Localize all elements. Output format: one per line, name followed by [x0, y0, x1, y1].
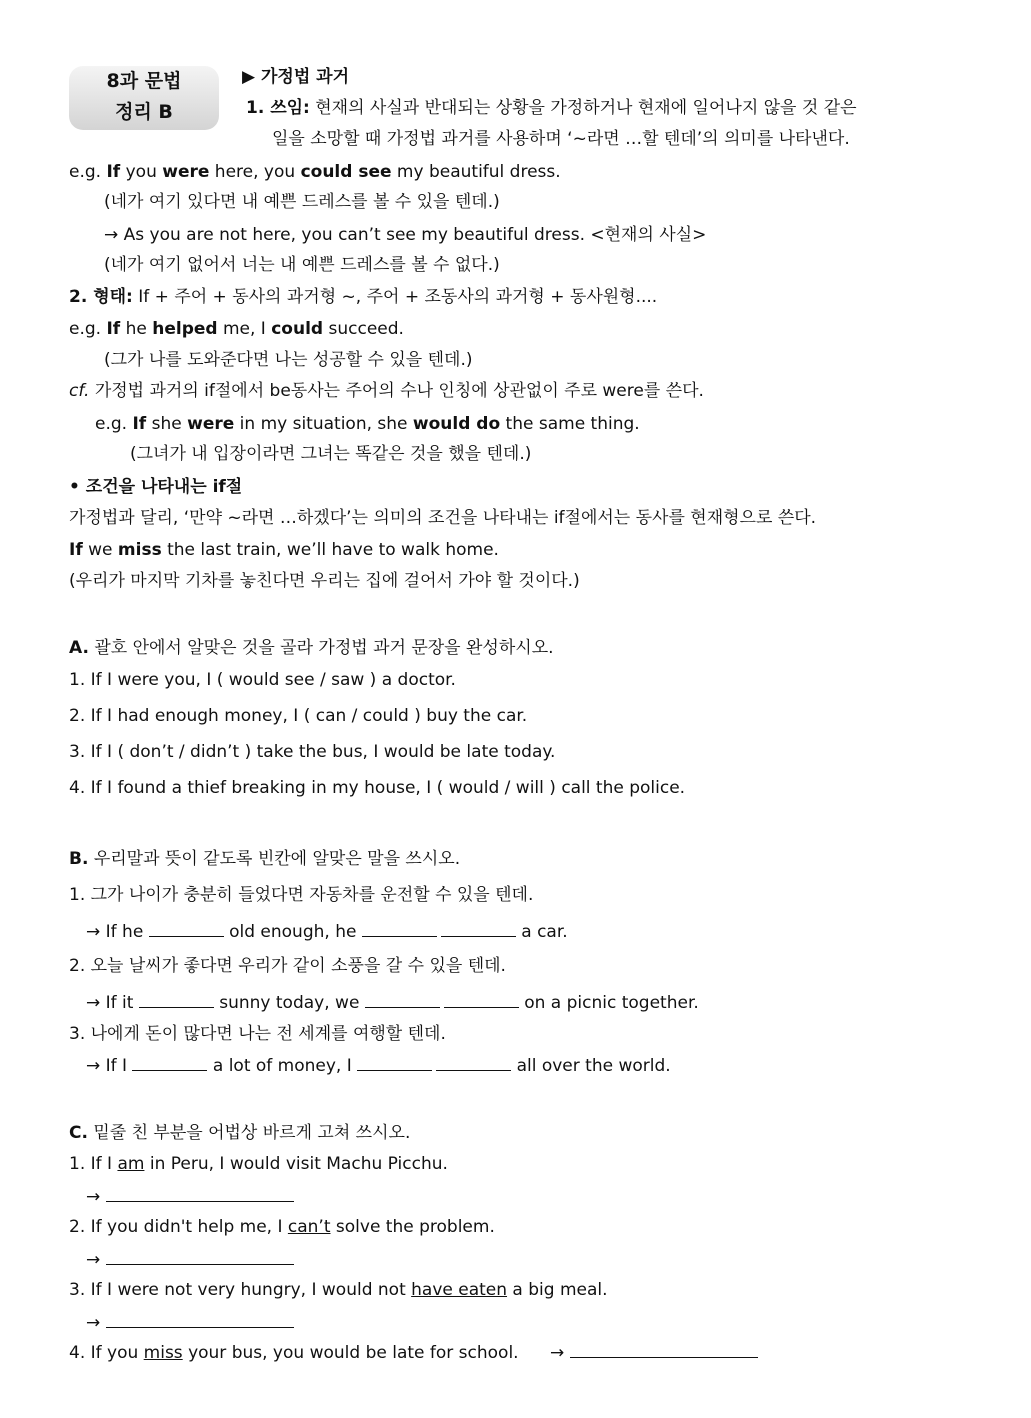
section-b-label: B.: [69, 849, 89, 869]
answer-blank[interactable]: [357, 1055, 432, 1071]
text: your bus, you would be late for school.: [182, 1343, 519, 1363]
text: 2. If you didn't help me, I: [69, 1217, 288, 1237]
section-b-q2-korean: 2. 오늘 날씨가 좋다면 우리가 같이 소풍을 갈 수 있을 텐데.: [69, 956, 506, 976]
example-1-fact: → As you are not here, you can’t see my beautiful dress. <현재의 사실>: [104, 225, 707, 245]
text: old enough, he: [223, 922, 362, 942]
text: me, I: [217, 319, 272, 339]
section-c-q4-answer: [550, 1342, 758, 1364]
text: a car.: [515, 922, 568, 942]
keyword: If: [106, 319, 121, 339]
section-a-item-3[interactable]: 3. If I ( don’t / didn’t ) take the bus, I would be late today.: [69, 742, 556, 762]
keyword: could: [271, 319, 324, 339]
example-4-translation: (우리가 마지막 기차를 놓친다면 우리는 집에 걸어서 가야 할 것이다.): [69, 571, 580, 591]
section-b-q3-sentence: [86, 1055, 671, 1077]
section-b-q3-korean: 3. 나에게 돈이 많다면 나는 전 세계를 여행할 텐데.: [69, 1024, 446, 1044]
section-a-heading: [69, 637, 554, 659]
lesson-title-box: [69, 66, 219, 130]
example-4: [69, 539, 499, 561]
text: → If I: [86, 1056, 133, 1076]
eg-label: e.g.: [95, 414, 133, 434]
section-c-q4: [69, 1342, 519, 1364]
underlined-word: miss: [143, 1343, 183, 1363]
conditional-heading: • 조건을 나타내는 if절: [69, 477, 243, 497]
text: 1. If I: [69, 1154, 118, 1174]
answer-blank[interactable]: [570, 1342, 758, 1358]
text: → If it: [86, 993, 139, 1013]
text: the same thing.: [500, 414, 640, 434]
answer-blank[interactable]: [139, 992, 214, 1008]
text: on a picnic together.: [518, 993, 699, 1013]
keyword: helped: [152, 319, 218, 339]
example-1-fact-translation: (네가 여기 없어서 너는 내 예쁜 드레스를 볼 수 없다.): [104, 255, 500, 275]
answer-blank[interactable]: [436, 1055, 511, 1071]
text: in my situation, she: [234, 414, 413, 434]
usage-line1: [246, 97, 857, 119]
eg-label: e.g.: [69, 319, 107, 339]
usage-line2: 일을 소망할 때 가정법 과거를 사용하며 ‘~라면 …할 텐데’의 의미를 나타낸다.: [272, 129, 850, 149]
example-3-translation: (그녀가 내 입장이라면 그녀는 똑같은 것을 했을 텐데.): [130, 444, 532, 464]
keyword: If: [69, 540, 83, 560]
text: 4. If you: [69, 1343, 144, 1363]
conditional-text: 가정법과 달리, ‘만약 ~라면 …하겠다’는 의미의 조건을 나타내는 if절에서는 동사를 현재형으로 쓴다.: [69, 508, 817, 528]
example-1-translation: (네가 여기 있다면 내 예쁜 드레스를 볼 수 있을 텐데.): [104, 192, 500, 212]
text: 3. If I were not very hungry, I would not: [69, 1280, 412, 1300]
section-a-item-1[interactable]: 1. If I were you, I ( would see / saw ) a doctor.: [69, 670, 456, 690]
answer-blank[interactable]: [149, 921, 224, 937]
section-c-q2-answer: [86, 1249, 294, 1271]
text: sunny today, we: [213, 993, 365, 1013]
answer-blank[interactable]: [106, 1249, 294, 1265]
text: a lot of money, I: [207, 1056, 358, 1076]
section-c-instruction: 밑줄 친 부분을 어법상 바르게 고쳐 쓰시오.: [87, 1123, 411, 1143]
section-title: ▶ 가정법 과거: [242, 67, 350, 87]
text: she: [146, 414, 188, 434]
example-1: [69, 161, 561, 183]
text: the last train, we’ll have to walk home.: [161, 540, 499, 560]
example-2-translation: (그가 나를 도와준다면 나는 성공할 수 있을 텐데.): [104, 350, 473, 370]
section-b-q2-sentence: [86, 992, 699, 1014]
form-line: [69, 286, 657, 308]
text: he: [120, 319, 153, 339]
section-c-q1-answer: [86, 1186, 294, 1208]
text: in Peru, I would visit Machu Picchu.: [144, 1154, 448, 1174]
section-b-heading: [69, 848, 460, 870]
answer-blank[interactable]: [106, 1186, 294, 1202]
cf-label: cf.: [69, 381, 90, 401]
section-a-item-4[interactable]: 4. If I found a thief breaking in my house, I ( would / will ) call the police.: [69, 778, 686, 798]
cf-note: [69, 380, 704, 402]
text: here, you: [209, 162, 301, 182]
answer-blank[interactable]: [362, 921, 437, 937]
text: you: [120, 162, 163, 182]
form-label: 2. 형태:: [69, 287, 133, 307]
text: we: [82, 540, 118, 560]
keyword: could see: [300, 162, 392, 182]
text: all over the world.: [511, 1056, 671, 1076]
text: my beautiful dress.: [391, 162, 561, 182]
underlined-word: have eaten: [411, 1280, 508, 1300]
eg-label: e.g.: [69, 162, 107, 182]
section-a-item-2[interactable]: 2. If I had enough money, I ( can / could ) buy the car.: [69, 706, 528, 726]
section-c-q3: [69, 1279, 608, 1301]
answer-blank[interactable]: [106, 1312, 294, 1328]
section-a-instruction: 괄호 안에서 알맞은 것을 골라 가정법 과거 문장을 완성하시오.: [88, 638, 554, 658]
keyword: If: [132, 414, 147, 434]
text: → If he: [86, 922, 149, 942]
answer-blank[interactable]: [441, 921, 516, 937]
arrow-icon: →: [86, 1250, 101, 1270]
arrow-icon: →: [86, 1313, 101, 1333]
answer-blank[interactable]: [365, 992, 440, 1008]
underlined-word: am: [117, 1154, 145, 1174]
cf-text: 가정법 과거의 if절에서 be동사는 주어의 수나 인칭에 상관없이 주로 were를 쓴다.: [89, 381, 704, 401]
text: a big meal.: [507, 1280, 608, 1300]
keyword: were: [162, 162, 210, 182]
text: succeed.: [323, 319, 404, 339]
section-b-q1-korean: 1. 그가 나이가 충분히 들었다면 자동차를 운전할 수 있을 텐데.: [69, 885, 534, 905]
text: solve the problem.: [330, 1217, 495, 1237]
usage-text1: 현재의 사실과 반대되는 상황을 가정하거나 현재에 일어나지 않을 것 같은: [309, 98, 857, 118]
section-b-q1-sentence: [86, 921, 568, 943]
section-c-label: C.: [69, 1123, 88, 1143]
example-3: [95, 413, 640, 435]
section-c-q3-answer: [86, 1312, 294, 1334]
arrow-icon: →: [550, 1343, 565, 1363]
section-c-heading: [69, 1122, 410, 1144]
section-c-q2: [69, 1216, 495, 1238]
section-a-label: A.: [69, 638, 89, 658]
section-b-instruction: 우리말과 뜻이 같도록 빈칸에 알맞은 말을 쓰시오.: [88, 849, 461, 869]
underlined-word: can’t: [287, 1217, 331, 1237]
form-text: If + 주어 + 동사의 과거형 ~, 주어 + 조동사의 과거형 + 동사원형....: [132, 287, 658, 307]
answer-blank[interactable]: [132, 1055, 207, 1071]
section-c-q1: [69, 1153, 448, 1175]
answer-blank[interactable]: [444, 992, 519, 1008]
keyword: miss: [117, 540, 162, 560]
lesson-title-line2: 정리 B: [115, 101, 173, 123]
example-2: [69, 318, 404, 340]
keyword: were: [187, 414, 235, 434]
keyword: would do: [412, 414, 501, 434]
arrow-icon: →: [86, 1187, 101, 1207]
keyword: If: [106, 162, 121, 182]
lesson-title-line1: 8과 문법: [106, 70, 182, 92]
usage-label: 1. 쓰임:: [246, 98, 310, 118]
